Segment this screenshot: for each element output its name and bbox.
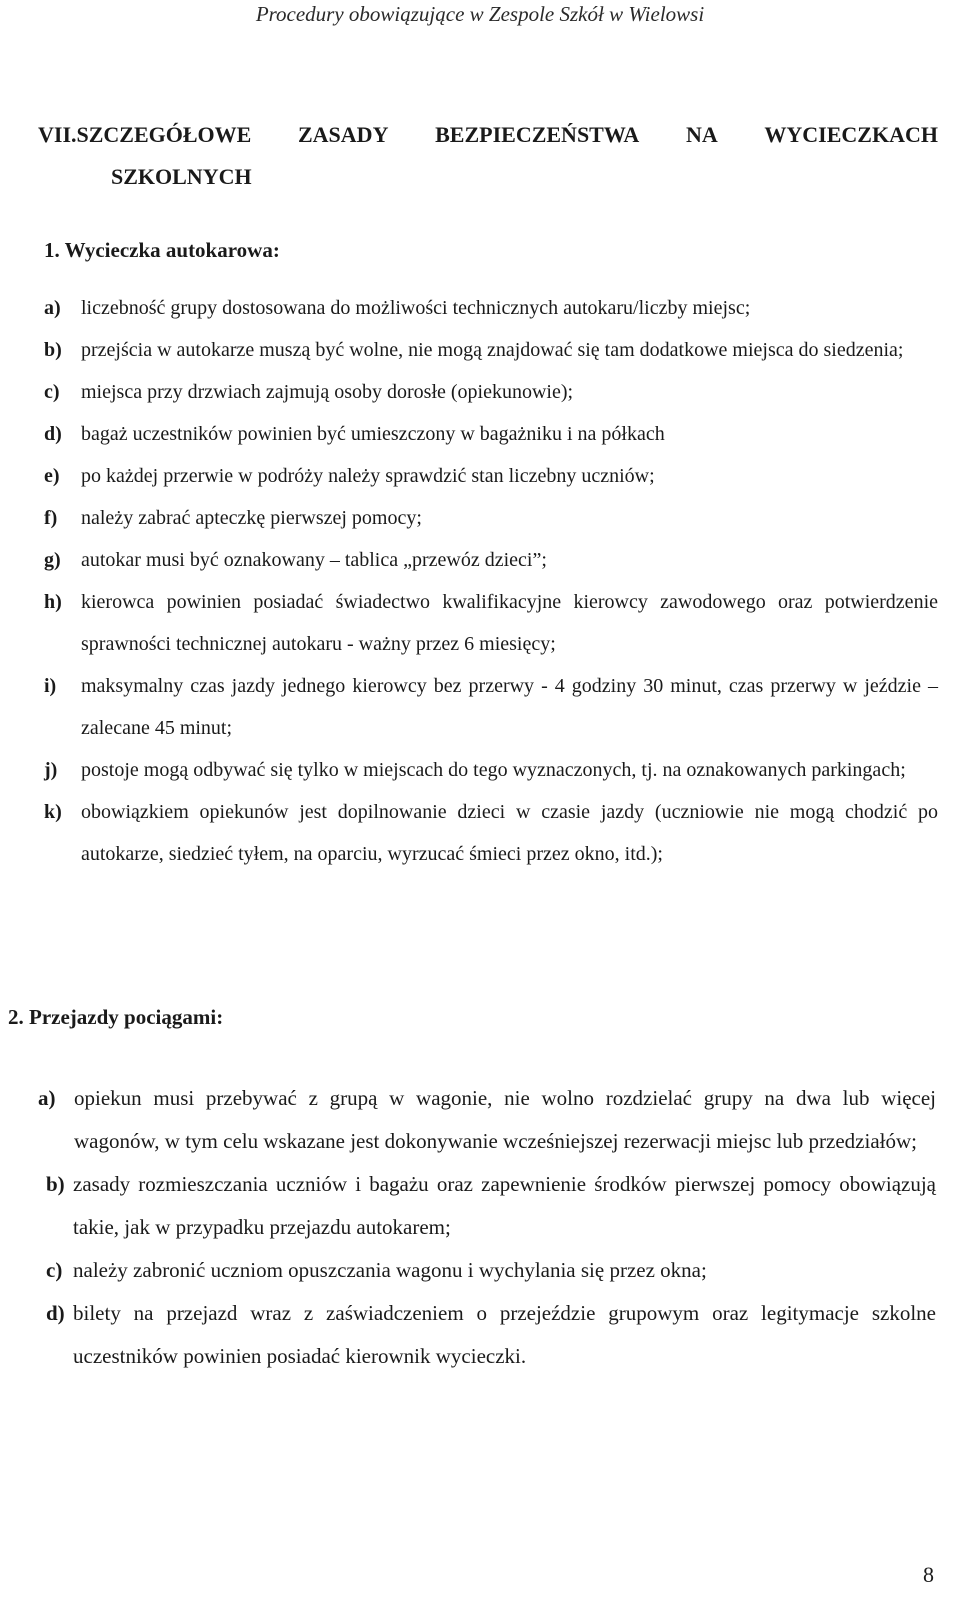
title-word: VII.SZCZEGÓŁOWE xyxy=(38,122,252,147)
item-text: maksymalny czas jazdy jednego kierowcy bez przerwy - 4 godziny 30 minut, czas przerwy w jeździe – zalecane 45 minut; xyxy=(81,675,938,739)
list-item xyxy=(44,581,938,665)
list-item xyxy=(44,539,938,581)
item-marker: k) xyxy=(44,801,62,823)
item-text: miejsca przy drzwiach zajmują osoby dorosłe (opiekunowie); xyxy=(81,381,574,403)
item-text: należy zabrać apteczkę pierwszej pomocy; xyxy=(81,507,422,529)
item-text: liczebność grupy dostosowana do możliwości technicznych autokaru/liczby miejsc; xyxy=(81,297,751,319)
title-line-2: SZKOLNYCH xyxy=(111,164,252,189)
list-item xyxy=(44,287,938,329)
item-marker: j) xyxy=(44,759,58,781)
item-marker: i) xyxy=(44,675,57,697)
item-marker: c) xyxy=(46,1258,63,1282)
list-item xyxy=(44,329,938,371)
list-item xyxy=(44,749,938,791)
title-word: ZASADY xyxy=(298,122,389,147)
item-marker: a) xyxy=(38,1086,56,1110)
section-1-heading: 1. Wycieczka autokarowa: xyxy=(44,238,280,262)
item-marker: a) xyxy=(44,297,61,319)
page-number: 8 xyxy=(923,1562,934,1587)
section-1-list xyxy=(44,287,938,875)
item-marker: d) xyxy=(44,423,62,445)
section-2-list xyxy=(38,1077,936,1378)
title-word: BEZPIECZEŃSTWA xyxy=(435,122,640,147)
running-header: Procedury obowiązujące w Zespole Szkół w Wielowsi xyxy=(255,2,705,26)
section-2-heading: 2. Przejazdy pociągami: xyxy=(8,1005,224,1029)
item-text: zasady rozmieszczania uczniów i bagażu oraz zapewnienie środków pierwszej pomocy obowiązują takie, jak w przypadku przejazdu autokarem; xyxy=(73,1172,936,1239)
item-text: bilety na przejazd wraz z zaświadczeniem o przejeździe grupowym oraz legitymacje szkolne uczestników powinien posiadać kierownik wycieczki. xyxy=(73,1301,936,1368)
list-item xyxy=(44,455,938,497)
item-marker: c) xyxy=(44,381,60,403)
title-word: WYCIECZKACH xyxy=(764,122,938,147)
item-marker: h) xyxy=(44,591,62,613)
list-item xyxy=(46,1163,936,1249)
list-item xyxy=(38,1077,936,1163)
item-text: przejścia w autokarze muszą być wolne, nie mogą znajdować się tam dodatkowe miejsca do siedzenia; xyxy=(81,339,904,361)
item-marker: b) xyxy=(44,339,62,361)
item-text: postoje mogą odbywać się tylko w miejscach do tego wyznaczonych, tj. na oznakowanych parkingach; xyxy=(81,759,906,781)
item-marker: b) xyxy=(46,1172,65,1196)
list-item xyxy=(44,665,938,749)
item-text: autokar musi być oznakowany – tablica „przewóz dzieci”; xyxy=(81,549,547,571)
item-marker: f) xyxy=(44,507,58,529)
item-text: opiekun musi przebywać z grupą w wagonie, nie wolno rozdzielać grupy na dwa lub więcej wagonów, w tym celu wskazane jest dokonywanie wcześniejszej rezerwacji miejsc lub przedziałów; xyxy=(74,1086,936,1153)
list-item xyxy=(44,791,938,875)
item-marker: d) xyxy=(46,1301,65,1325)
item-text: obowiązkiem opiekunów jest dopilnowanie dzieci w czasie jazdy (uczniowie nie mogą chodzić po autokarze, siedzieć tyłem, na oparciu, wyrzucać śmieci przez okno, itd.); xyxy=(81,801,938,865)
list-item xyxy=(44,371,938,413)
item-text: po każdej przerwie w podróży należy sprawdzić stan liczebny uczniów; xyxy=(81,465,655,487)
list-item xyxy=(44,497,938,539)
item-marker: g) xyxy=(44,549,61,571)
item-text: bagaż uczestników powinien być umieszczony w bagażniku i na półkach xyxy=(81,423,665,445)
title-word: NA xyxy=(685,122,718,147)
item-marker: e) xyxy=(44,465,60,487)
list-item xyxy=(44,413,938,455)
list-item xyxy=(46,1249,936,1292)
section-title xyxy=(38,114,938,198)
item-text: kierowca powinien posiadać świadectwo kwalifikacyjne kierowcy zawodowego oraz potwierdzenie sprawności technicznej autokaru - ważny przez 6 miesięcy; xyxy=(81,591,938,655)
item-text: należy zabronić uczniom opuszczania wagonu i wychylania się przez okna; xyxy=(73,1258,707,1282)
list-item xyxy=(46,1292,936,1378)
